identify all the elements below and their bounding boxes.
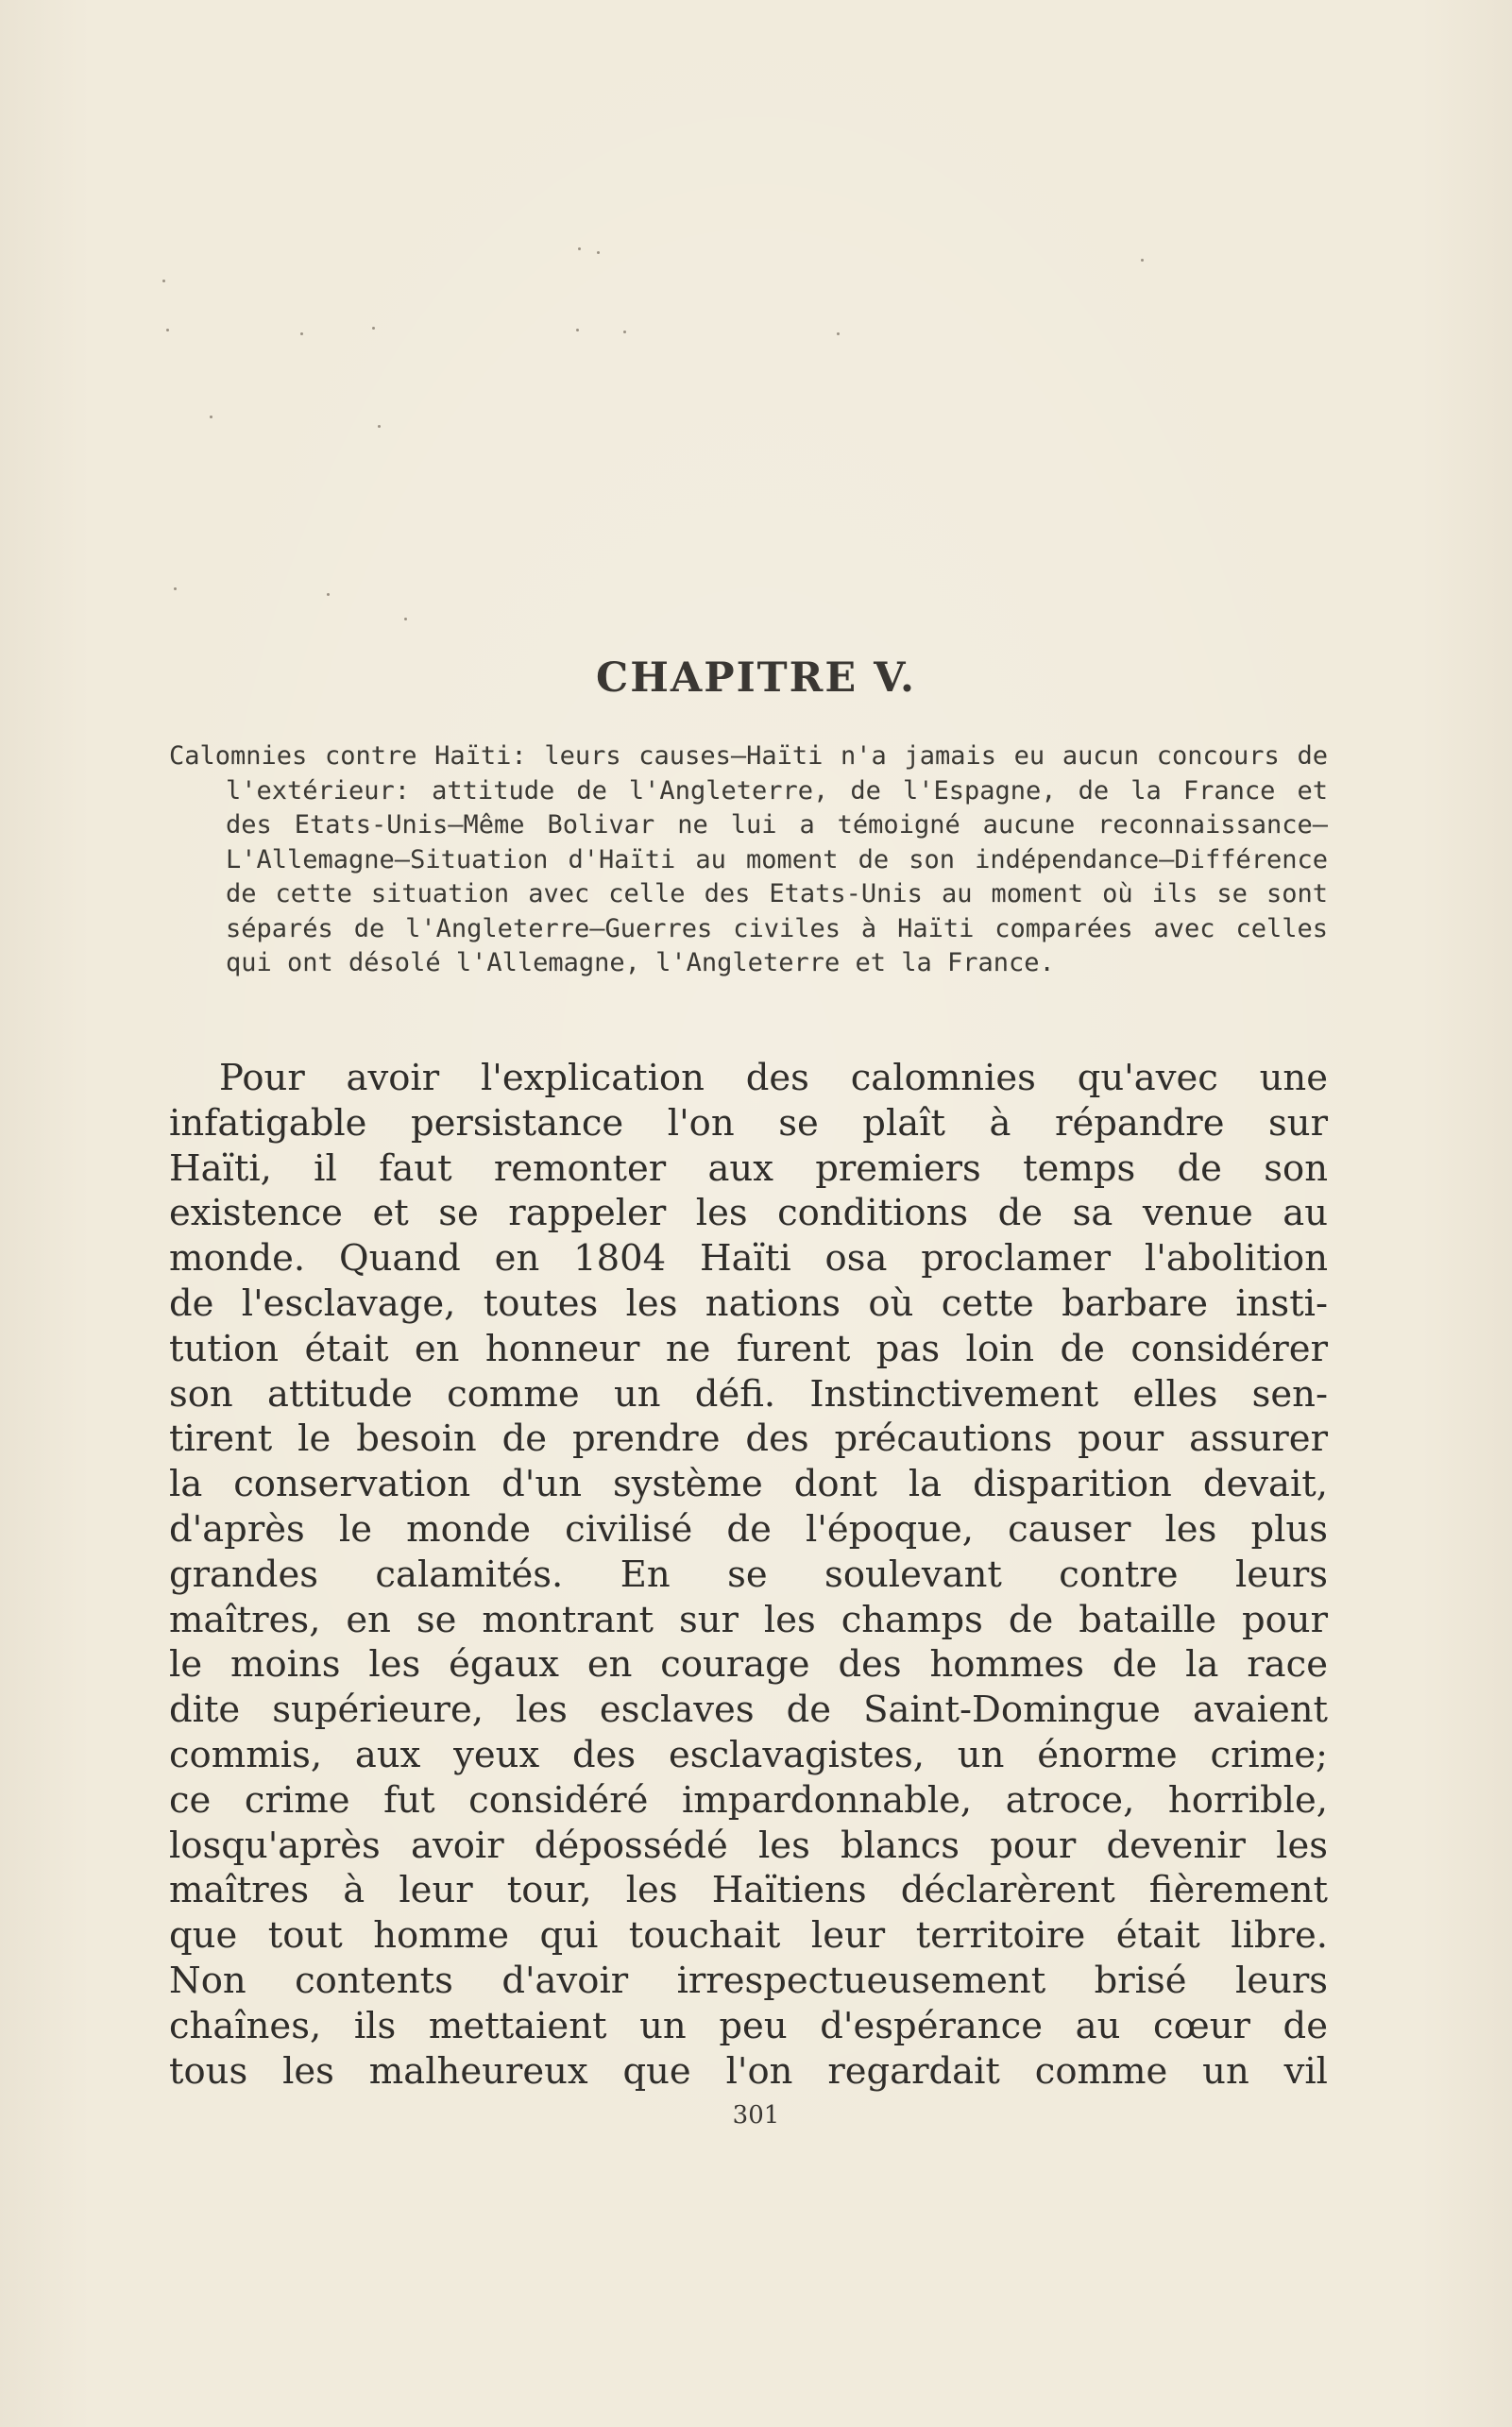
- body-line: chaînes, ils mettaient un peu d'espérance au cœur de: [169, 2004, 1328, 2047]
- body-line: tution était en honneur ne furent pas loin de considérer: [169, 1327, 1328, 1370]
- body-line: maîtres, en se montrant sur les champs de bataille pour: [169, 1598, 1328, 1641]
- paper-speck: [162, 280, 165, 282]
- body-paragraph: [169, 1056, 1328, 2094]
- body-line: existence et se rappeler les conditions de sa venue au: [169, 1192, 1328, 1235]
- paper-speck: [404, 618, 407, 620]
- body-line: dite supérieure, les esclaves de Saint-Domingue avaient: [169, 1689, 1328, 1732]
- body-line: le moins les égaux en courage des hommes de la race: [169, 1643, 1328, 1687]
- body-line: Haïti, il faut remonter aux premiers temps de son: [169, 1146, 1328, 1190]
- paper-speck: [300, 332, 303, 335]
- page-number: 301: [732, 2101, 780, 2130]
- body-line: d'après le monde civilisé de l'époque, causer les plus: [169, 1507, 1328, 1551]
- body-line: infatigable persistance l'on se plaît à répandre sur: [169, 1101, 1328, 1145]
- body-line: commis, aux yeux des esclavagistes, un énorme crime;: [169, 1733, 1328, 1776]
- body-line: la conservation d'un système dont la disparition devait,: [169, 1463, 1328, 1506]
- chapter-summary: Calomnies contre Haïti: leurs causes—Haïti n'a jamais eu aucun concours de l'extérieur: attitude de l'Angleterre, de l'Espagne, de la France et des Etats-Unis—Même Bolivar ne lui a témoigné aucune reconnaissance—L'Allemagne—Situation d'Haïti au moment de son indépendance—Différence de cette situation avec celle des Etats-Unis au moment où ils se sont séparés de l'Angleterre—Guerres civiles à Haïti comparées avec celles qui ont désolé l'Allemagne, l'Angleterre et la France.: [169, 741, 1328, 977]
- paper-speck: [1141, 259, 1144, 262]
- paper-speck: [578, 247, 581, 250]
- body-line: monde. Quand en 1804 Haïti osa proclamer l'abolition: [169, 1237, 1328, 1281]
- paper-speck: [597, 251, 600, 254]
- body-line: grandes calamités. En se soulevant contre leurs: [169, 1553, 1328, 1596]
- paper-speck: [623, 331, 626, 333]
- body-line: tous les malheureux que l'on regardait comme un vil: [169, 2049, 1328, 2093]
- body-line: son attitude comme un défi. Instinctivement elles sen-: [169, 1372, 1328, 1416]
- paper-speck: [576, 329, 579, 331]
- paper-speck: [210, 416, 212, 418]
- paper-speck: [378, 425, 381, 428]
- paper-speck: [372, 327, 375, 330]
- body-line: losqu'après avoir dépossédé les blancs pour devenir les: [169, 1824, 1328, 1867]
- chapter-title: CHAPITRE V.: [596, 654, 916, 702]
- paper-speck: [837, 332, 840, 335]
- paper-speck: [166, 329, 169, 331]
- paper-speck: [327, 593, 330, 596]
- body-line: ce crime fut considéré impardonnable, atroce, horrible,: [169, 1778, 1328, 1822]
- body-line: que tout homme qui touchait leur territoire était libre.: [169, 1914, 1328, 1958]
- paper-speck: [174, 587, 177, 590]
- body-line: maîtres à leur tour, les Haïtiens déclarèrent fièrement: [169, 1869, 1328, 1912]
- body-line: Non contents d'avoir irrespectueusement brisé leurs: [169, 1959, 1328, 2002]
- body-line: de l'esclavage, toutes les nations où cette barbare insti-: [169, 1281, 1328, 1325]
- body-line: tirent le besoin de prendre des précautions pour assurer: [169, 1417, 1328, 1461]
- body-line: Pour avoir l'explication des calomnies qu'avec une: [219, 1057, 1328, 1099]
